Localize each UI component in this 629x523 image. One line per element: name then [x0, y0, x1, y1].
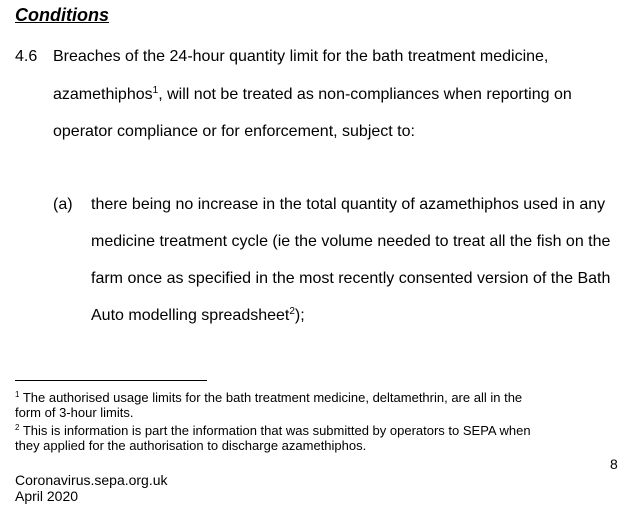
item-text-line-2: medicine treatment cycle (ie the volume needed to treat all the fish on the — [91, 233, 611, 250]
footnote-reference-1[interactable]: 1 — [152, 85, 159, 96]
clause-text-line-2-start: azamethiphos — [53, 86, 153, 103]
footnote-2-line-2: they applied for the authorisation to discharge azamethiphos. — [15, 438, 367, 453]
footnote-1-text: The authorised usage limits for the bath treatment medicine, deltamethrin, are all in the — [19, 390, 523, 405]
clause-text-line-2 — [53, 85, 572, 105]
page-number: 8 — [610, 456, 618, 472]
footnote-2-marker: 2 — [15, 423, 20, 432]
clause-text-line-1: Breaches of the 24-hour quantity limit for the bath treatment medicine, — [53, 48, 549, 65]
footnote-2-text: This is information is part the information that was submitted by operators to SEPA when — [19, 423, 531, 438]
footer-website: Coronavirus.sepa.org.uk — [15, 472, 168, 488]
item-text-line-1: there being no increase in the total quantity of azamethiphos used in any — [91, 196, 606, 213]
footnote-separator — [15, 380, 207, 381]
footnote-1-marker: 1 — [15, 390, 20, 399]
footnote-1-line-1 — [15, 390, 522, 405]
clause-text-line-3: operator compliance or for enforcement, subject to: — [53, 123, 415, 140]
clause-number: 4.6 — [15, 48, 38, 65]
clause-text-line-2-end: , will not be treated as non-compliances when reporting on — [158, 86, 572, 103]
item-text-line-4-start: Auto modelling spreadsheet — [91, 307, 290, 324]
item-text-line-4-end: ); — [294, 307, 305, 324]
footnote-2-line-1 — [15, 423, 531, 438]
footnote-reference-2[interactable]: 2 — [289, 306, 295, 317]
item-label: (a) — [53, 196, 73, 213]
item-text-line-3: farm once as specified in the most recently consented version of the Bath — [91, 270, 611, 287]
footer-date: April 2020 — [15, 488, 79, 504]
section-heading: Conditions — [15, 5, 109, 25]
footnote-1-line-2: form of 3-hour limits. — [15, 405, 134, 420]
item-text-line-4 — [91, 306, 305, 326]
